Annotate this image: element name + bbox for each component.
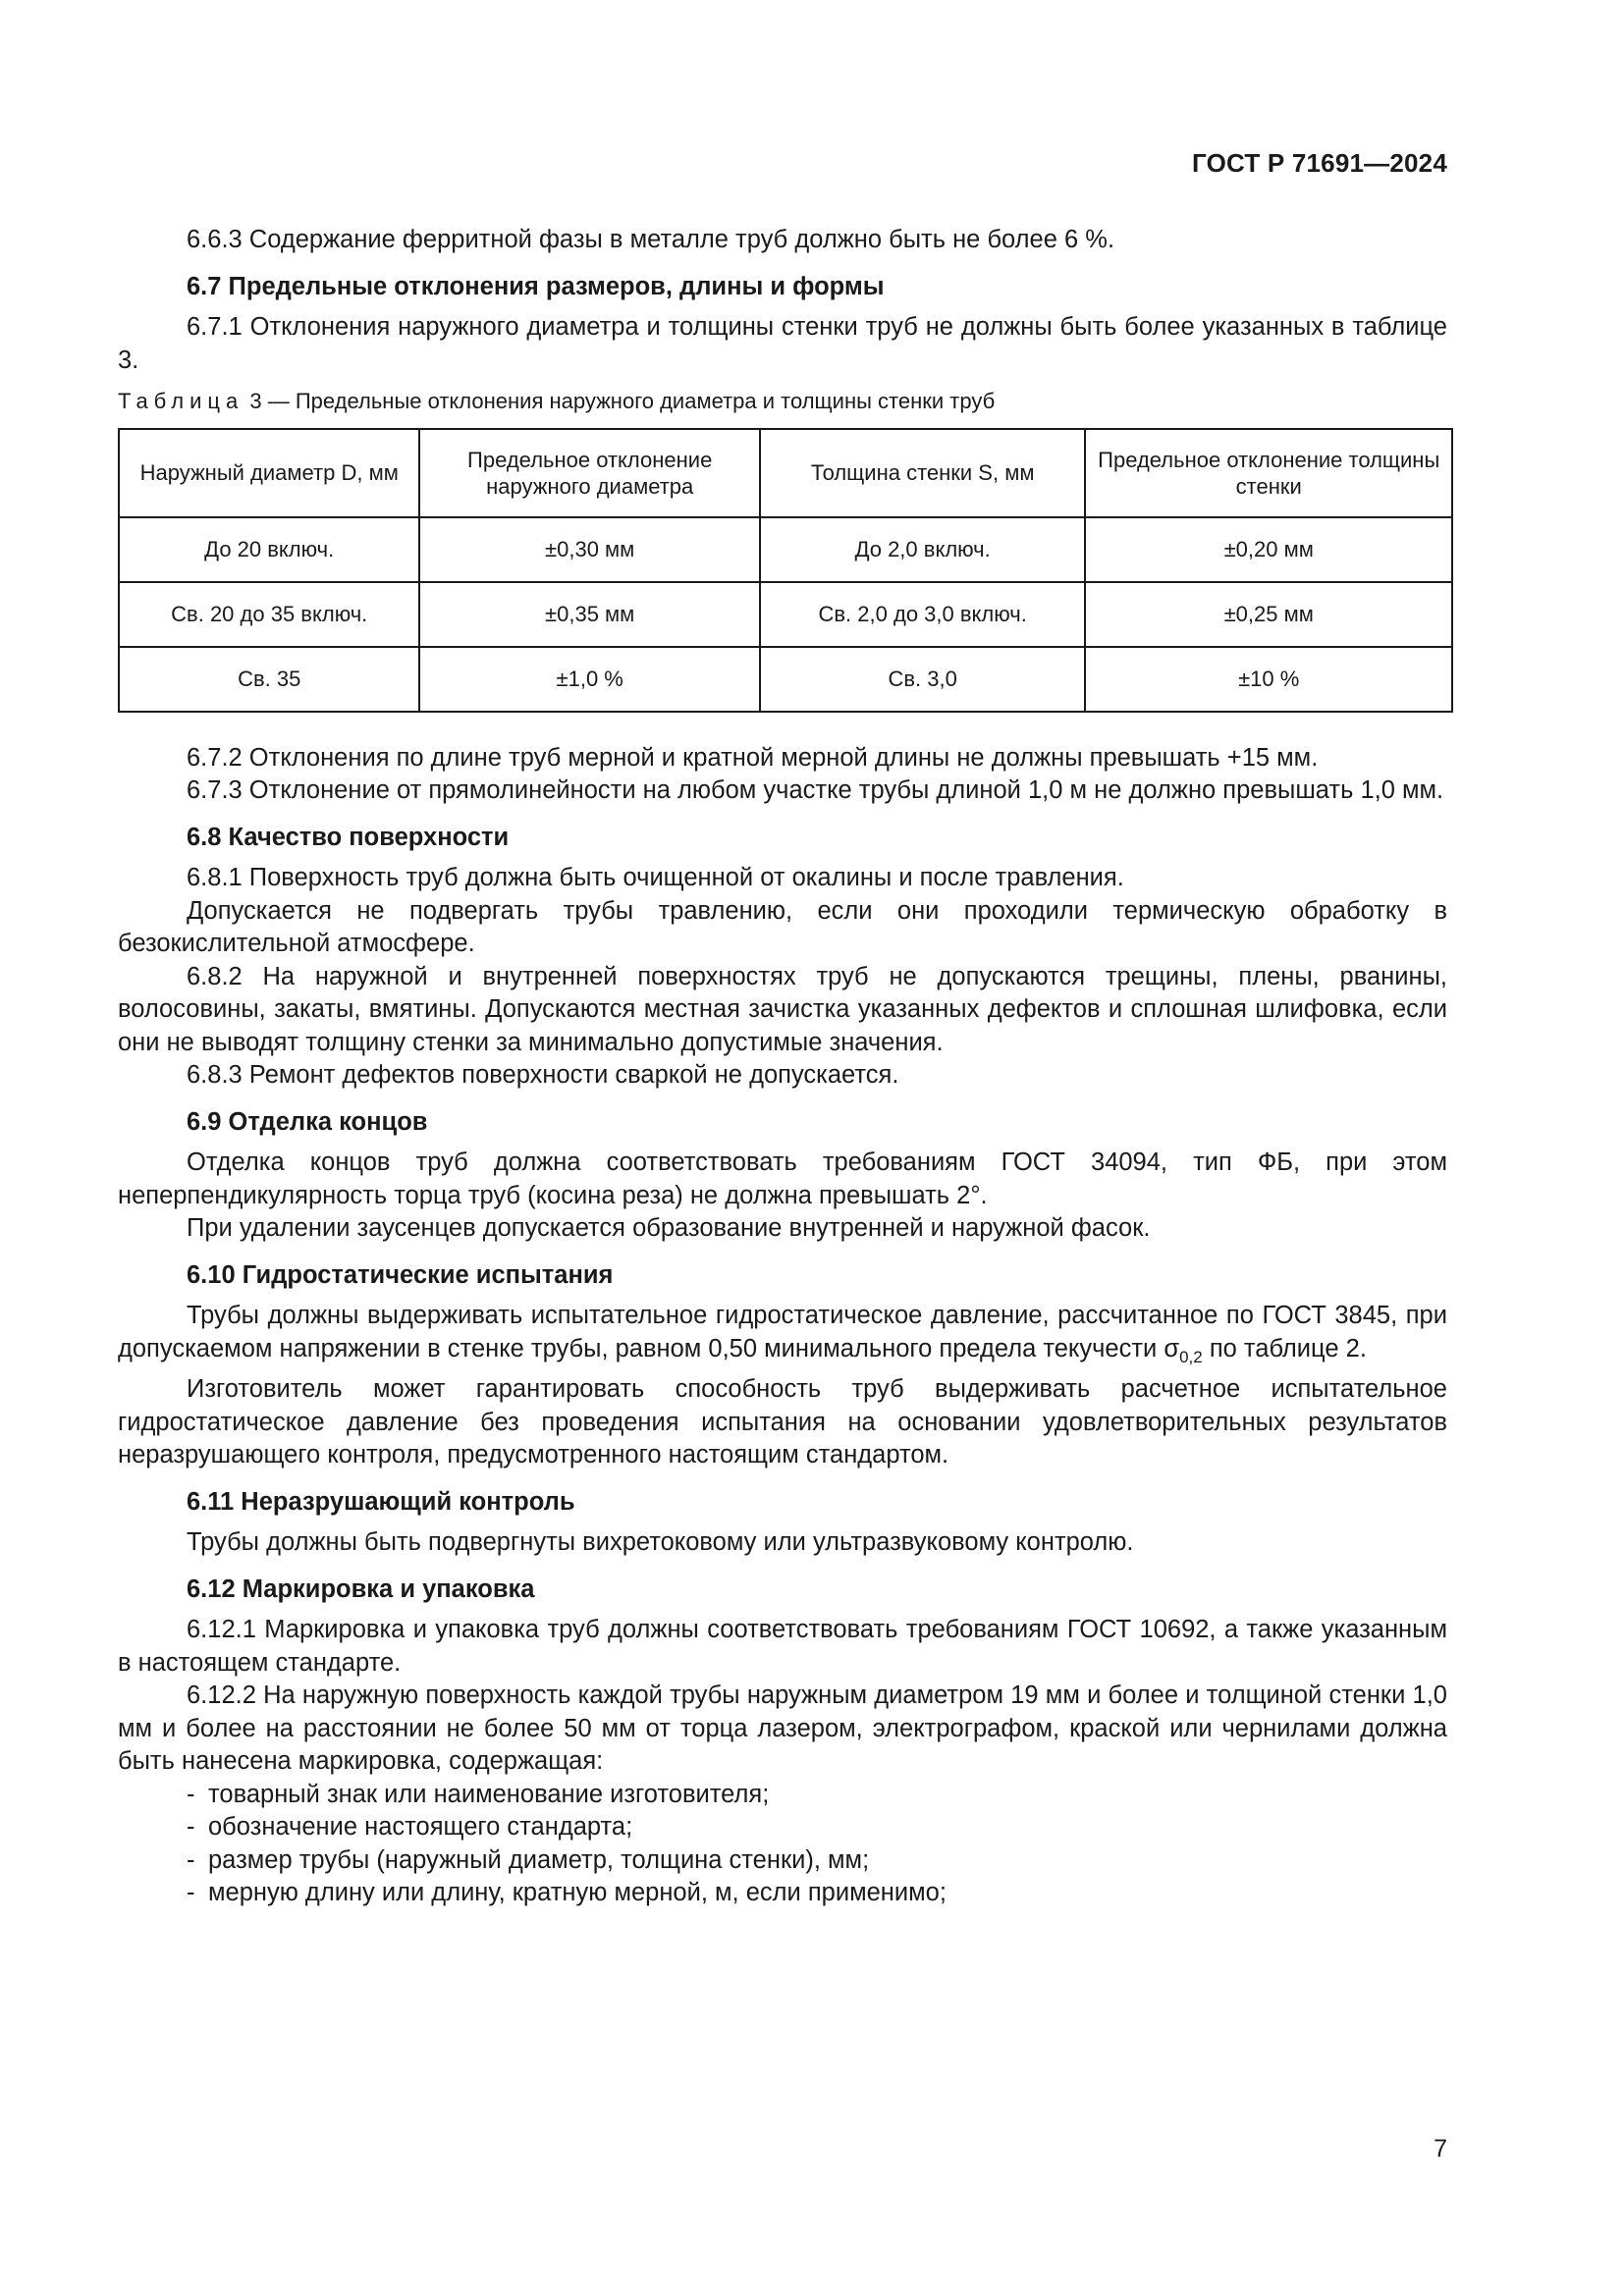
list-item-text: обозначение настоящего стандарта; [208, 1813, 633, 1842]
paragraph-6-8-3: 6.8.3 Ремонт дефектов поверхности сваркой не допускается. [187, 1061, 899, 1089]
table-cell: Св. 20 до 35 включ. [119, 582, 419, 647]
page-number: 7 [1434, 2135, 1447, 2163]
table-row [119, 517, 1452, 582]
heading-6-10: 6.10 Гидростатические испытания [187, 1260, 614, 1289]
paragraph-6-9-b: При удалении заусенцев допускается образование внутренней и наружной фасок. [187, 1214, 1151, 1242]
table-cell: ±1,0 % [419, 647, 760, 712]
paragraph-6-10-b: Изготовитель может гарантировать способность труб выдерживать расчетное испытательное гидростатическое давление без проведения испытания на основании удовлетворительных результатов неразрушающего контроля, предусмотренного настоящим стандартом. [118, 1375, 1447, 1469]
table-caption-text: 3 — Предельные отклонения наружного диаметра и толщины стенки труб [249, 389, 996, 413]
paragraph-6-7-1: 6.7.1 Отклонения наружного диаметра и толщины стенки труб не должны быть более указанных в таблице 3. [118, 313, 1447, 374]
paragraph-6-8-2: 6.8.2 На наружной и внутренней поверхностях труб не допускаются трещины, плены, рванины, волосовины, закаты, вмятины. Допускаются местная зачистка указанных дефектов и сплошная шлифовка, если они не выводят толщину стенки за минимально допустимые значения. [118, 962, 1447, 1056]
table-cell: ±0,35 мм [419, 582, 760, 647]
paragraph-6-6-3: 6.6.3 Содержание ферритной фазы в металле труб должно быть не более 6 %. [187, 226, 1115, 253]
tolerance-table [118, 428, 1453, 713]
table-cell: Св. 2,0 до 3,0 включ. [760, 582, 1085, 647]
sigma-subscript: 0,2 [1179, 1347, 1203, 1366]
table-header-cell: Предельное отклонение толщины стенки [1085, 429, 1452, 517]
heading-6-12: 6.12 Маркировка и упаковка [187, 1575, 535, 1603]
paragraph-6-12-2: 6.12.2 На наружную поверхность каждой трубы наружным диаметром 19 мм и более и толщиной стенки 1,0 мм и более на расстоянии не более 50 мм от торца лазером, электрографом, краской или чернилами должна быть нанесена маркировка, содержащая: [118, 1682, 1447, 1776]
table-cell: ±0,25 мм [1085, 582, 1452, 647]
paragraph-6-7-3: 6.7.3 Отклонение от прямолинейности на любом участке трубы длиной 1,0 м не должно превышать 1,0 мм. [187, 776, 1444, 804]
list-dash: - [187, 1813, 195, 1842]
list-item [118, 1811, 1447, 1844]
list-item [118, 1779, 1447, 1812]
table-cell: До 20 включ. [119, 517, 419, 582]
list-item [118, 1844, 1447, 1878]
paragraph-6-8-1: 6.8.1 Поверхность труб должна быть очищенной от окалины и после травления. [187, 864, 1124, 891]
list-item-text: размер трубы (наружный диаметр, толщина стенки), мм; [208, 1845, 870, 1874]
table-header-cell: Предельное отклонение наружного диаметра [419, 429, 760, 517]
list-item-text: товарный знак или наименование изготовителя; [208, 1780, 770, 1808]
marking-list [118, 1779, 1447, 1910]
paragraph-6-10-a [118, 1300, 1447, 1373]
heading-6-8: 6.8 Качество поверхности [187, 823, 510, 851]
paragraph-6-10-a-end: по таблице 2. [1202, 1334, 1367, 1362]
list-dash: - [187, 1780, 195, 1808]
paragraph-6-8-1-b: Допускается не подвергать трубы травлению, если они проходили термическую обработку в безокислительной атмосфере. [118, 896, 1447, 957]
heading-6-7: 6.7 Предельные отклонения размеров, длины и формы [187, 272, 885, 300]
table-cell: Св. 35 [119, 647, 419, 712]
paragraph-6-9-a: Отделка концов труб должна соответствовать требованиям ГОСТ 34094, тип ФБ, при этом неперпендикулярность торца труб (косина реза) не должна превышать 2°. [118, 1148, 1447, 1209]
table-header-row [119, 429, 1452, 517]
table-header-cell: Наружный диаметр D, мм [119, 429, 419, 517]
table-cell: ±0,20 мм [1085, 517, 1452, 582]
paragraph-6-7-2: 6.7.2 Отклонения по длине труб мерной и кратной мерной длины не должны превышать +15 мм. [187, 743, 1319, 772]
table-cell: Св. 3,0 [760, 647, 1085, 712]
list-dash: - [187, 1879, 195, 1907]
paragraph-6-12-1: 6.12.1 Маркировка и упаковка труб должны соответствовать требованиям ГОСТ 10692, а также указанным в настоящем стандарте. [118, 1616, 1447, 1677]
table-cell: До 2,0 включ. [760, 517, 1085, 582]
table-row [119, 647, 1452, 712]
table-caption [118, 385, 1447, 418]
list-item-text: мерную длину или длину, кратную мерной, м, если применимо; [208, 1879, 947, 1907]
list-item [118, 1877, 1447, 1910]
heading-6-11: 6.11 Неразрушающий контроль [187, 1487, 575, 1516]
table-cell: ±10 % [1085, 647, 1452, 712]
table-caption-prefix: Таблица [118, 389, 244, 413]
paragraph-6-11: Трубы должны быть подвергнуты вихретоковому или ультразвуковому контролю. [187, 1528, 1134, 1557]
table-header-cell: Толщина стенки S, мм [760, 429, 1085, 517]
table-cell: ±0,30 мм [419, 517, 760, 582]
table-row [119, 582, 1452, 647]
paragraph-6-10-a-text: Трубы должны выдерживать испытательное гидростатическое давление, рассчитанное по ГОСТ 3845, при допускаемом напряжении в стенке трубы, равном 0,50 минимального предела текучести σ [118, 1302, 1447, 1362]
page-content [118, 224, 1447, 1910]
heading-6-9: 6.9 Отделка концов [187, 1107, 428, 1136]
list-dash: - [187, 1845, 195, 1874]
document-header: ГОСТ Р 71691—2024 [1192, 148, 1447, 178]
